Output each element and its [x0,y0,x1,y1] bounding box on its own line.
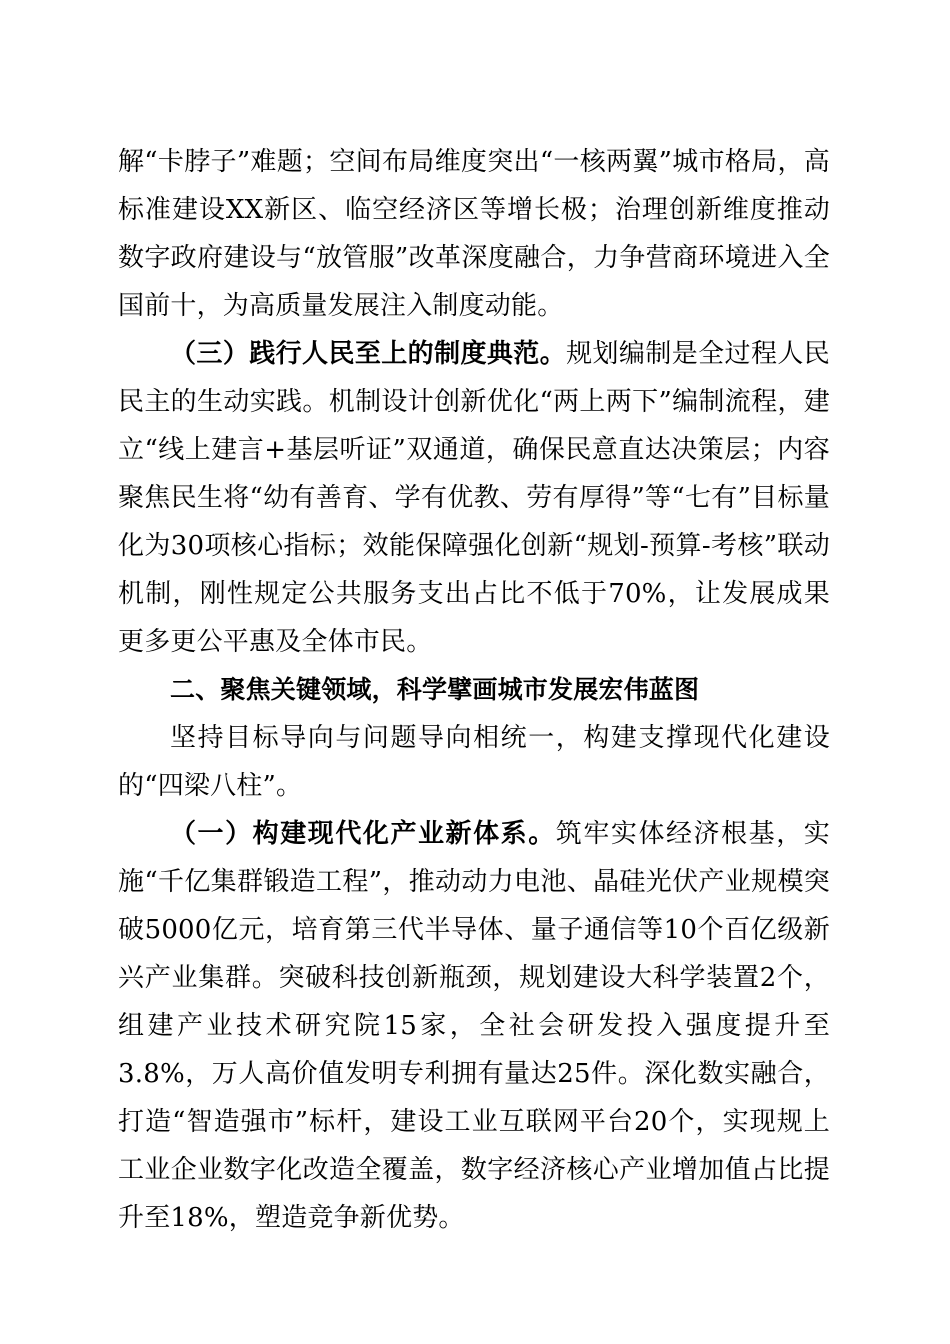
paragraph-text: 筑牢实体经济根基，实施“千亿集群锻造工程”，推动动力电池、晶硅光伏产业规模突破5000亿元，培育第三代半导体、量子通信等10个百亿级新兴产业集群。突破科技创新瓶颈，规划建设大科学装置2个，组建产业技术研究院15家，全社会研发投入强度提升至3.8%，万人高价值发明专利拥有量达25件。深化数实融合，打造“智造强市”标杆，建设工业互联网平台20个，实现规上工业企业数字化改造全覆盖，数字经济核心产业增加值占比提升至18%，塑造竞争新优势。 [118,819,830,1233]
paragraph-text: 坚持目标导向与问题导向相统一，构建支撑现代化建设的“四梁八柱”。 [118,723,830,801]
paragraph-intro [118,714,830,810]
paragraph-lead: （一）构建现代化产业新体系。 [170,819,556,849]
paragraph-section-one [118,810,830,1242]
paragraph-text: 规划编制是全过程人民民主的生动实践。机制设计创新优化“两上两下”编制流程，建立“线上建言+基层听证”双通道，确保民意直达决策层；内容聚焦民生将“幼有善育、学有优教、劳有厚得”等“七有”目标量化为30项核心指标；效能保障强化创新“规划-预算-考核”联动机制，刚性规定公共服务支出占比不低于70%，让发展成果更多更公平惠及全体市民。 [118,339,830,657]
paragraph-text: 解“卡脖子”难题；空间布局维度突出“一核两翼”城市格局，高标准建设XX新区、临空经济区等增长极；治理创新维度推动数字政府建设与“放管服”改革深度融合，力争营商环境进入全国前十，为高质量发展注入制度动能。 [118,147,830,321]
paragraph-section-three [118,330,830,666]
document-page [118,138,830,1242]
section-heading: 二、聚焦关键领域，科学擘画城市发展宏伟蓝图 [170,675,700,704]
paragraph-continuation [118,138,830,330]
paragraph-lead: （三）践行人民至上的制度典范。 [170,339,567,369]
